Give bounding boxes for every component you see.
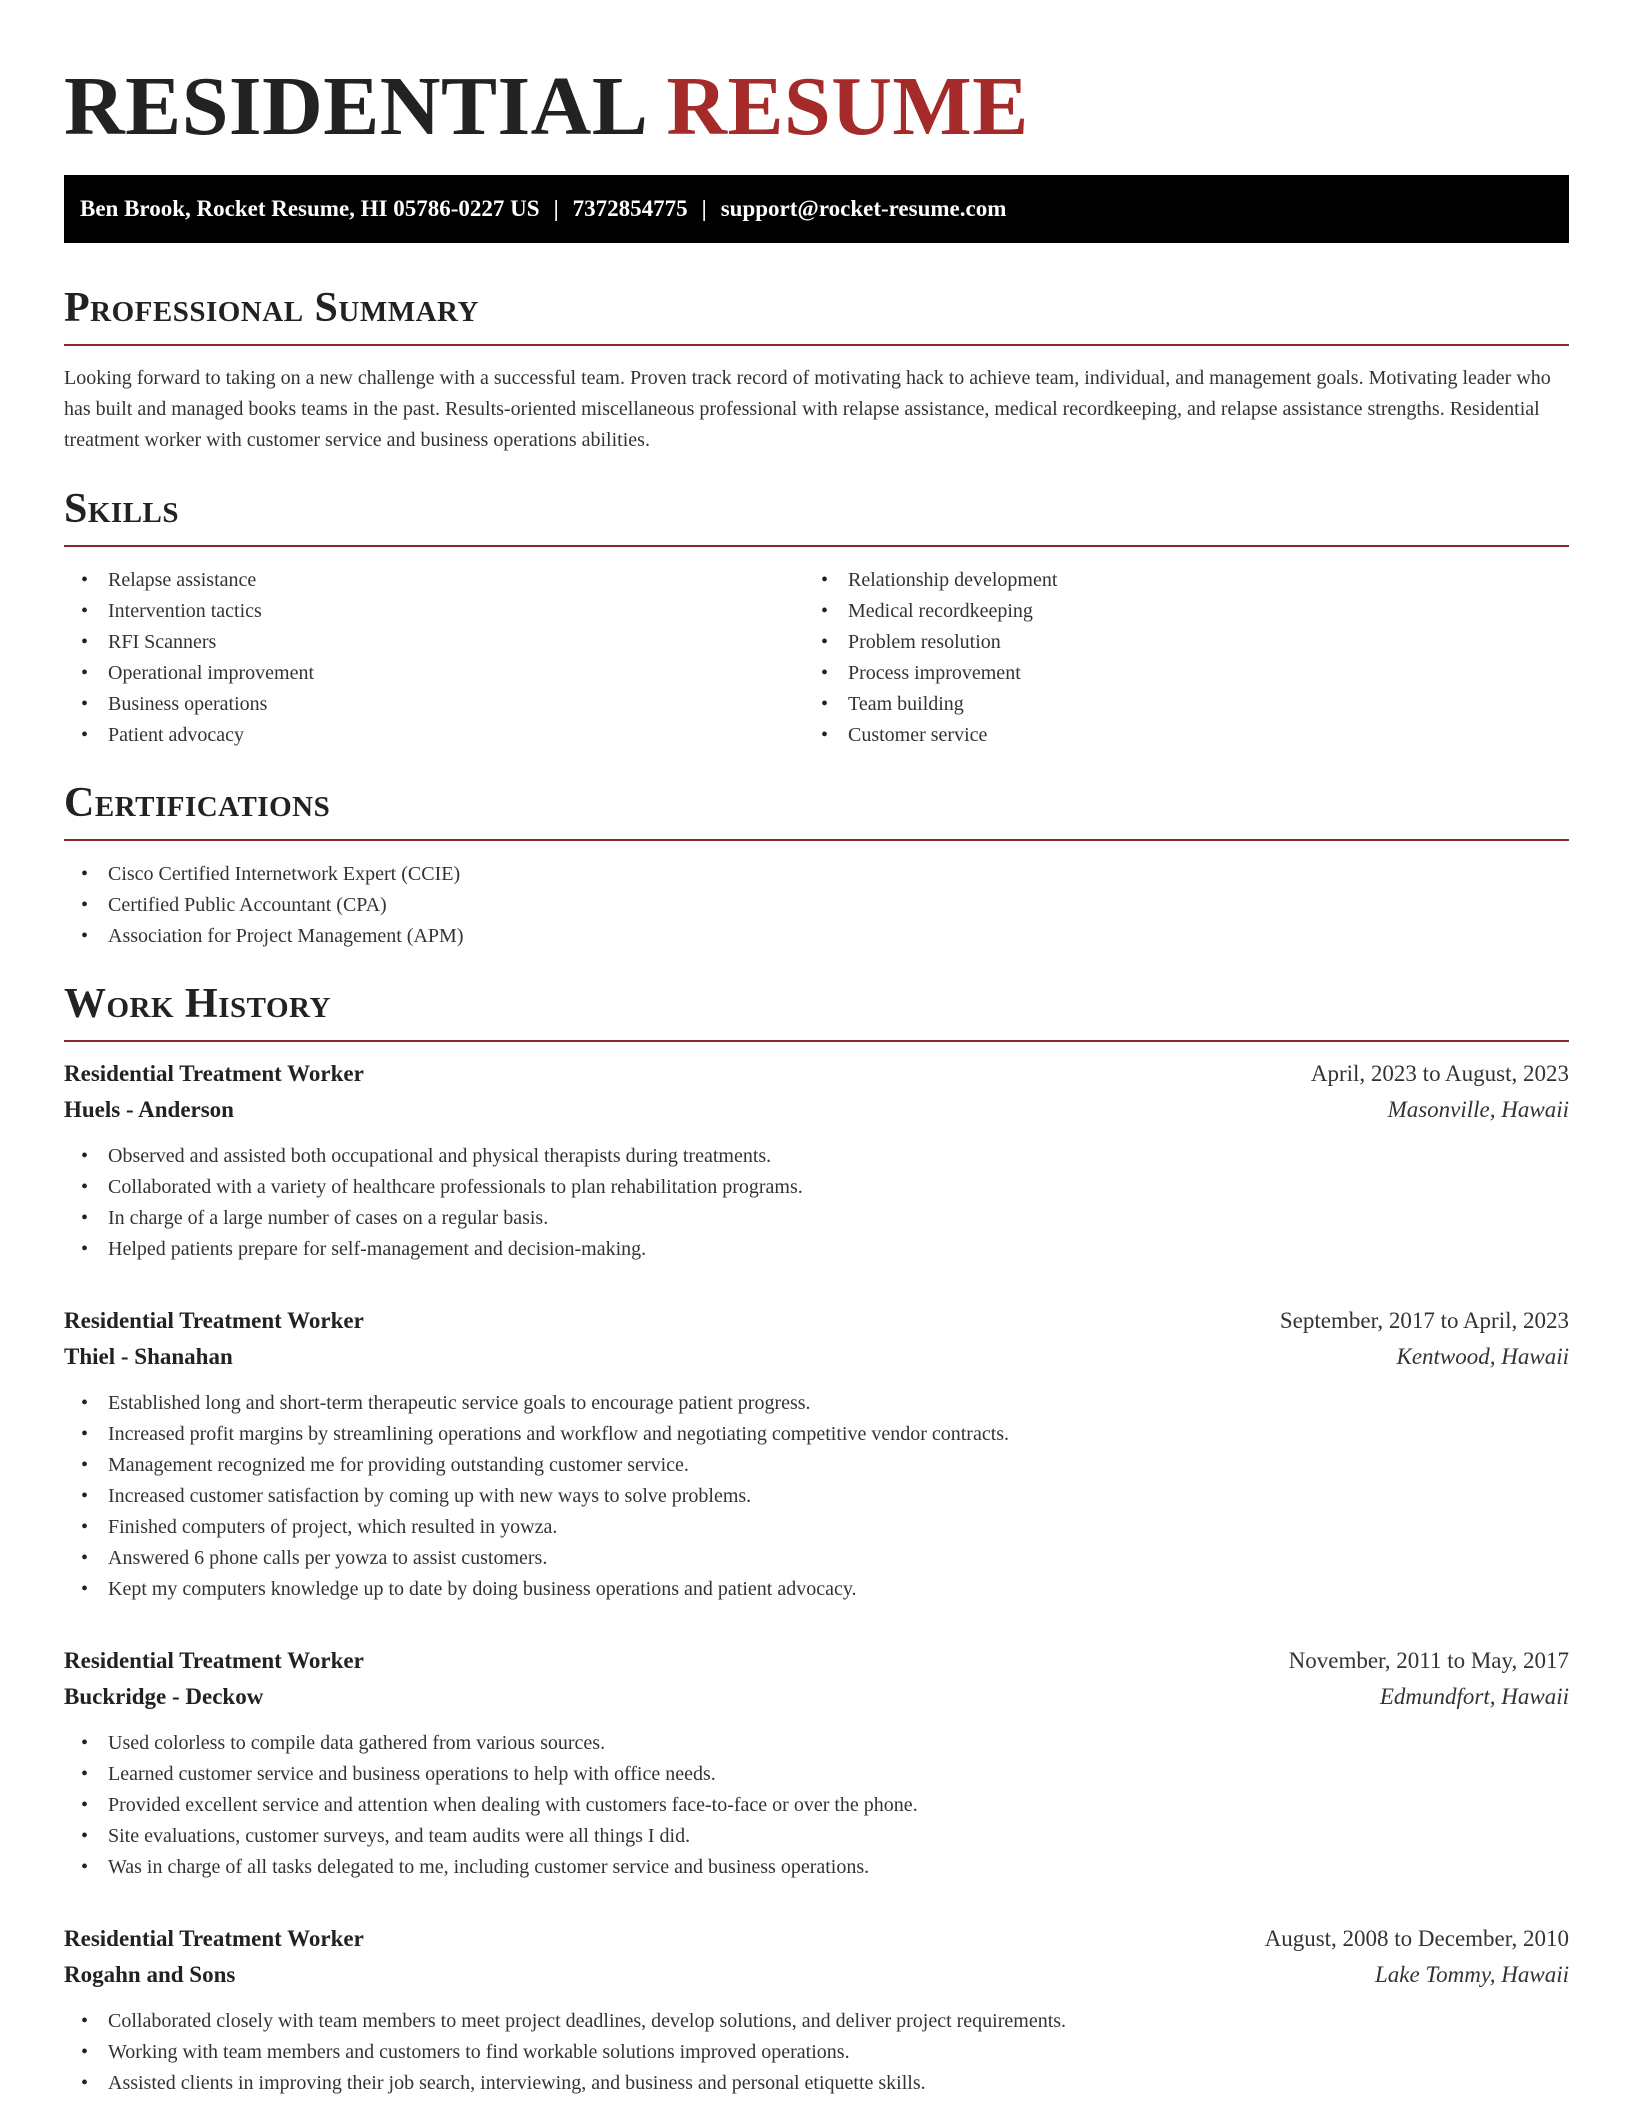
job-title-row [64, 1921, 1569, 1957]
job-duty-item: • Established long and short-term therapeutic service goals to encourage patient progress. [64, 1388, 1569, 1419]
skill-item: • Customer service [804, 720, 1544, 751]
job-entry [64, 1303, 1569, 1605]
job-duty-item: • Increased profit margins by streamlining operations and workflow and negotiating competitive vendor contracts. [64, 1419, 1569, 1450]
job-title: Residential Treatment Worker [64, 1926, 364, 1951]
work-history-heading: Work History [64, 979, 1569, 1042]
resume-page [64, 0, 1569, 2099]
job-duty-item: • Management recognized me for providing outstanding customer service. [64, 1450, 1569, 1481]
skill-item: • Operational improvement [64, 658, 804, 689]
skill-item: • Process improvement [804, 658, 1544, 689]
job-duty-item: • Was in charge of all tasks delegated to me, including customer service and business operations. [64, 1852, 1569, 1883]
job-duty-item: • Learned customer service and business operations to help with office needs. [64, 1759, 1569, 1790]
job-duties-list [64, 1141, 1569, 1265]
job-dates: April, 2023 to August, 2023 [1310, 1061, 1569, 1086]
job-duty-item: • Answered 6 phone calls per yowza to assist customers. [64, 1543, 1569, 1574]
contact-email[interactable]: support@rocket-resume.com [720, 196, 1007, 221]
job-entry [64, 1643, 1569, 1883]
job-duties-list [64, 2006, 1569, 2099]
contact-separator: | [553, 196, 559, 221]
contact-phone[interactable]: 7372854775 [572, 196, 688, 221]
work-history-list [64, 1056, 1569, 2099]
skill-item: • Intervention tactics [64, 596, 804, 627]
job-dates: September, 2017 to April, 2023 [1279, 1308, 1569, 1333]
skills-heading: Skills [64, 484, 1569, 547]
job-company-row [64, 1092, 1569, 1128]
job-dates: November, 2011 to May, 2017 [1288, 1648, 1569, 1673]
job-company: Huels - Anderson [64, 1097, 234, 1122]
skills-column-right [804, 565, 1544, 751]
job-duty-item: • Assisted clients in improving their job search, interviewing, and business and personal etiquette skills. [64, 2068, 1569, 2099]
job-company: Buckridge - Deckow [64, 1684, 264, 1709]
job-entry [64, 1921, 1569, 2099]
job-duty-item: • In charge of a large number of cases on a regular basis. [64, 1203, 1569, 1234]
title-word-resume: RESUME [666, 60, 1029, 153]
job-title-row [64, 1303, 1569, 1339]
skills-column-left [64, 565, 804, 751]
job-duty-item: • Site evaluations, customer surveys, and team audits were all things I did. [64, 1821, 1569, 1852]
certification-item: • Cisco Certified Internetwork Expert (CCIE) [64, 859, 1569, 890]
job-duty-item: • Provided excellent service and attention when dealing with customers face-to-face or over the phone. [64, 1790, 1569, 1821]
job-company: Thiel - Shanahan [64, 1344, 233, 1369]
job-duties-list [64, 1388, 1569, 1605]
job-title-row [64, 1056, 1569, 1092]
skill-item: • Team building [804, 689, 1544, 720]
job-duty-item: • Helped patients prepare for self-management and decision-making. [64, 1234, 1569, 1265]
job-duty-item: • Used colorless to compile data gathered from various sources. [64, 1728, 1569, 1759]
certification-item: • Certified Public Accountant (CPA) [64, 890, 1569, 921]
job-dates: August, 2008 to December, 2010 [1264, 1926, 1569, 1951]
job-duties-list [64, 1728, 1569, 1883]
certifications-list [64, 859, 1569, 952]
job-company-row [64, 1339, 1569, 1375]
skill-item: • Patient advocacy [64, 720, 804, 751]
job-location: Kentwood, Hawaii [1396, 1344, 1569, 1369]
skill-item: • Problem resolution [804, 627, 1544, 658]
skills-list [64, 565, 1569, 751]
resume-title [64, 58, 1569, 156]
job-entry [64, 1056, 1569, 1265]
job-duty-item: • Increased customer satisfaction by coming up with new ways to solve problems. [64, 1481, 1569, 1512]
job-title: Residential Treatment Worker [64, 1061, 364, 1086]
skill-item: • RFI Scanners [64, 627, 804, 658]
job-duty-item: • Working with team members and customers to find workable solutions improved operations. [64, 2037, 1569, 2068]
summary-heading: Professional Summary [64, 283, 1569, 346]
job-location: Masonville, Hawaii [1387, 1097, 1569, 1122]
job-title: Residential Treatment Worker [64, 1308, 364, 1333]
job-duty-item: • Kept my computers knowledge up to date by doing business operations and patient advocacy. [64, 1574, 1569, 1605]
job-duty-item: • Observed and assisted both occupational and physical therapists during treatments. [64, 1141, 1569, 1172]
summary-text: Looking forward to taking on a new challenge with a successful team. Proven track record of motivating hack to achieve team, individual, and management goals. Motivating leader who has built and managed books teams in the past. Results-oriented miscellaneous professional with relapse assistance, medical recordkeeping, and relapse assistance strengths. Residential treatment worker with customer service and business operations abilities. [64, 367, 1551, 451]
job-title: Residential Treatment Worker [64, 1648, 364, 1673]
job-duty-item: • Collaborated with a variety of healthcare professionals to plan rehabilitation programs. [64, 1172, 1569, 1203]
skill-item: • Medical recordkeeping [804, 596, 1544, 627]
contact-bar [64, 175, 1569, 243]
certifications-heading: Certifications [64, 778, 1569, 841]
job-title-row [64, 1643, 1569, 1679]
job-company: Rogahn and Sons [64, 1962, 236, 1987]
skill-item: • Relapse assistance [64, 565, 804, 596]
title-word-residential: RESIDENTIAL [64, 60, 649, 153]
job-company-row [64, 1957, 1569, 1993]
certification-item: • Association for Project Management (APM) [64, 921, 1569, 952]
job-company-row [64, 1679, 1569, 1715]
skill-item: • Relationship development [804, 565, 1544, 596]
job-duty-item: • Collaborated closely with team members to meet project deadlines, develop solutions, and deliver project requirements. [64, 2006, 1569, 2037]
skill-item: • Business operations [64, 689, 804, 720]
job-location: Lake Tommy, Hawaii [1374, 1962, 1569, 1987]
contact-address: Ben Brook, Rocket Resume, HI 05786-0227 US [80, 196, 540, 221]
job-location: Edmundfort, Hawaii [1379, 1684, 1569, 1709]
contact-separator: | [701, 196, 707, 221]
job-duty-item: • Finished computers of project, which resulted in yowza. [64, 1512, 1569, 1543]
